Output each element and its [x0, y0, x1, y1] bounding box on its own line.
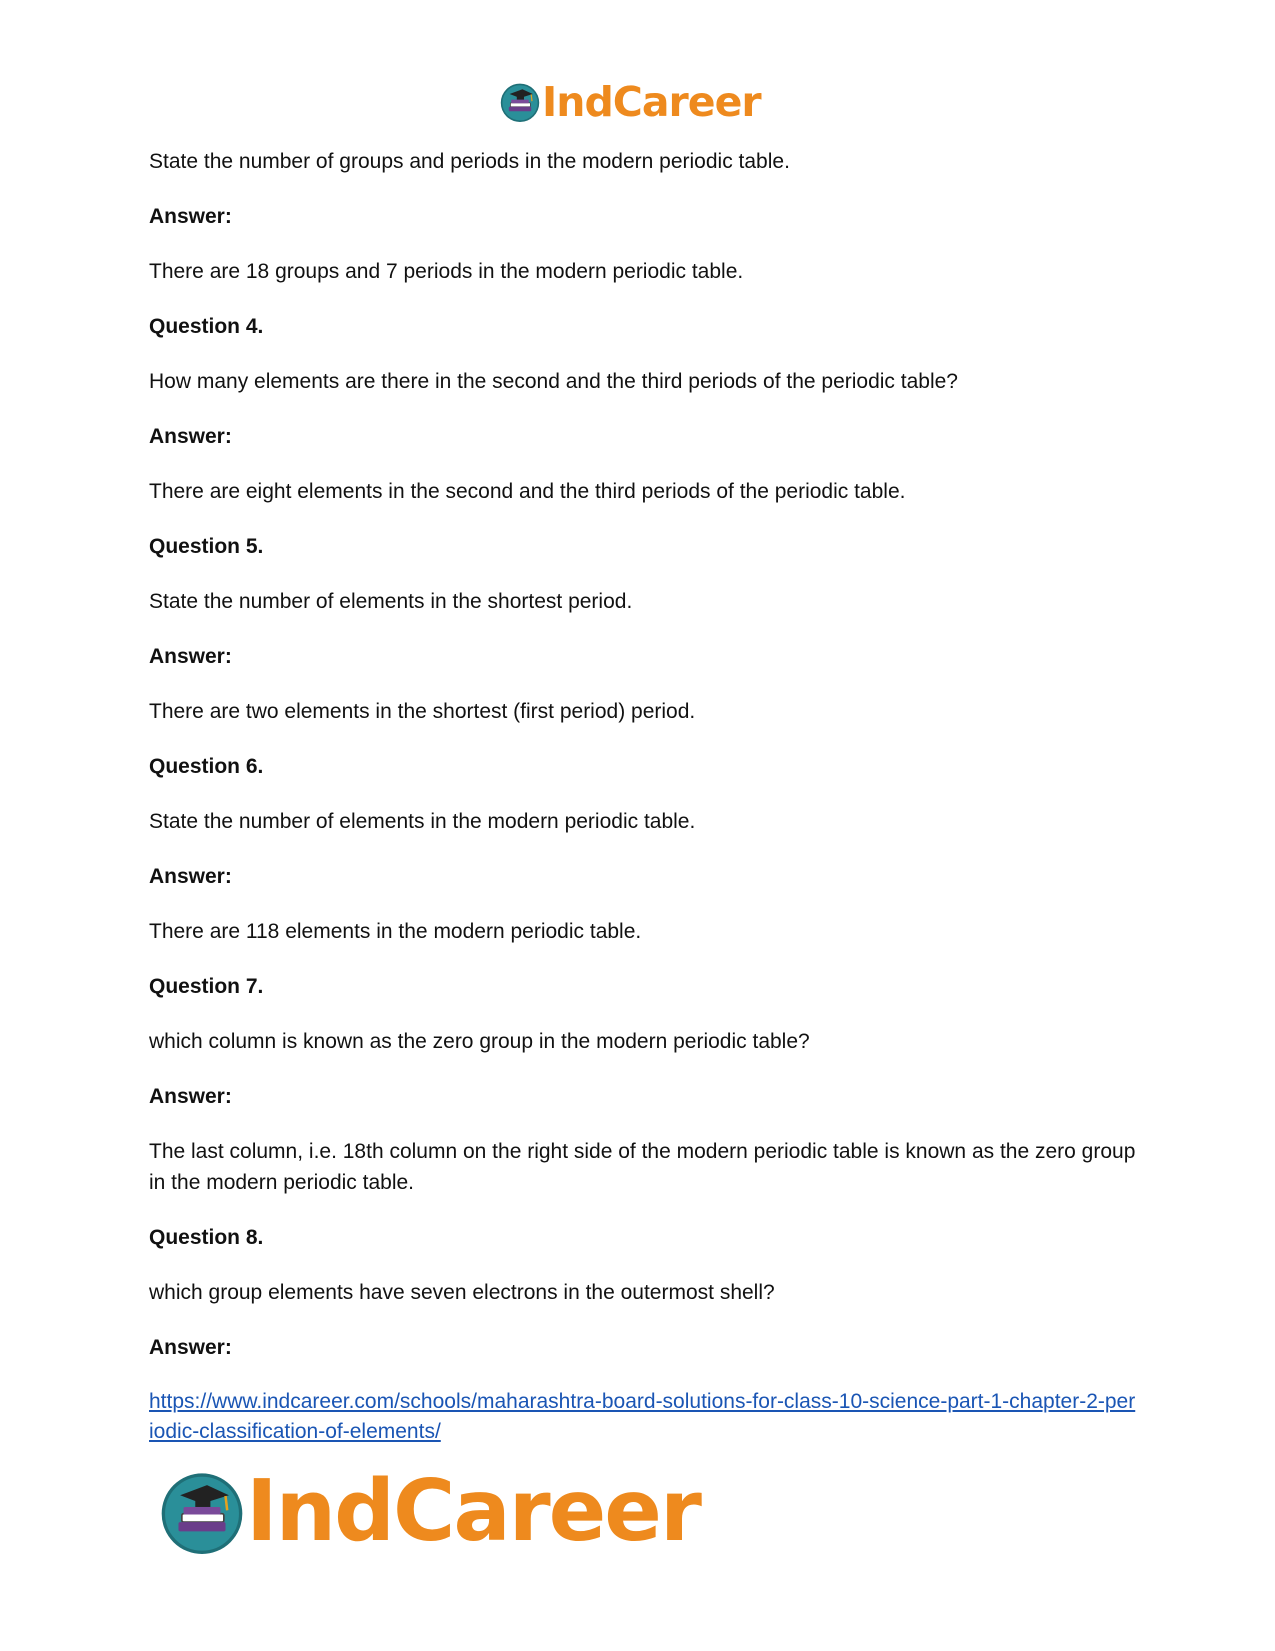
question-8-text: which group elements have seven electrons in the outermost shell?: [149, 1281, 775, 1304]
question-6-heading: Question 6.: [149, 755, 264, 778]
document-body: [149, 146, 1139, 1447]
answer-label: Answer:: [149, 865, 232, 888]
answer-4-text: There are eight elements in the second and the third periods of the periodic table.: [149, 480, 906, 503]
question-3-text: State the number of groups and periods in the modern periodic table.: [149, 150, 790, 173]
question-4-text: How many elements are there in the second and the third periods of the periodic table?: [149, 370, 958, 393]
globe-book-logo-icon: [160, 1470, 244, 1554]
source-link[interactable]: https://www.indcareer.com/schools/maharashtra-board-solutions-for-class-10-science-part-1-chapter-2-periodic-classification-of-elements/: [149, 1390, 1136, 1443]
answer-7-text: The last column, i.e. 18th column on the right side of the modern periodic table is known as the zero group in the modern periodic table.: [149, 1140, 1136, 1194]
answer-3-text: There are 18 groups and 7 periods in the modern periodic table.: [149, 260, 744, 283]
question-7-heading: Question 7.: [149, 975, 264, 998]
logo-text: IndCareer: [542, 78, 761, 126]
header-logo: [500, 78, 761, 126]
question-7-text: which column is known as the zero group in the modern periodic table?: [149, 1030, 810, 1053]
answer-label: Answer:: [149, 1336, 232, 1359]
answer-6-text: There are 118 elements in the modern periodic table.: [149, 920, 642, 943]
footer-logo: [160, 1462, 700, 1561]
answer-label: Answer:: [149, 1085, 232, 1108]
question-6-text: State the number of elements in the modern periodic table.: [149, 810, 696, 833]
answer-5-text: There are two elements in the shortest (first period) period.: [149, 700, 696, 723]
question-8-heading: Question 8.: [149, 1226, 264, 1249]
question-5-heading: Question 5.: [149, 535, 264, 558]
question-5-text: State the number of elements in the shortest period.: [149, 590, 633, 613]
globe-book-logo-icon: [500, 82, 540, 122]
answer-label: Answer:: [149, 645, 232, 668]
answer-label: Answer:: [149, 425, 232, 448]
answer-label: Answer:: [149, 205, 232, 228]
logo-text: IndCareer: [246, 1462, 700, 1561]
question-4-heading: Question 4.: [149, 315, 264, 338]
